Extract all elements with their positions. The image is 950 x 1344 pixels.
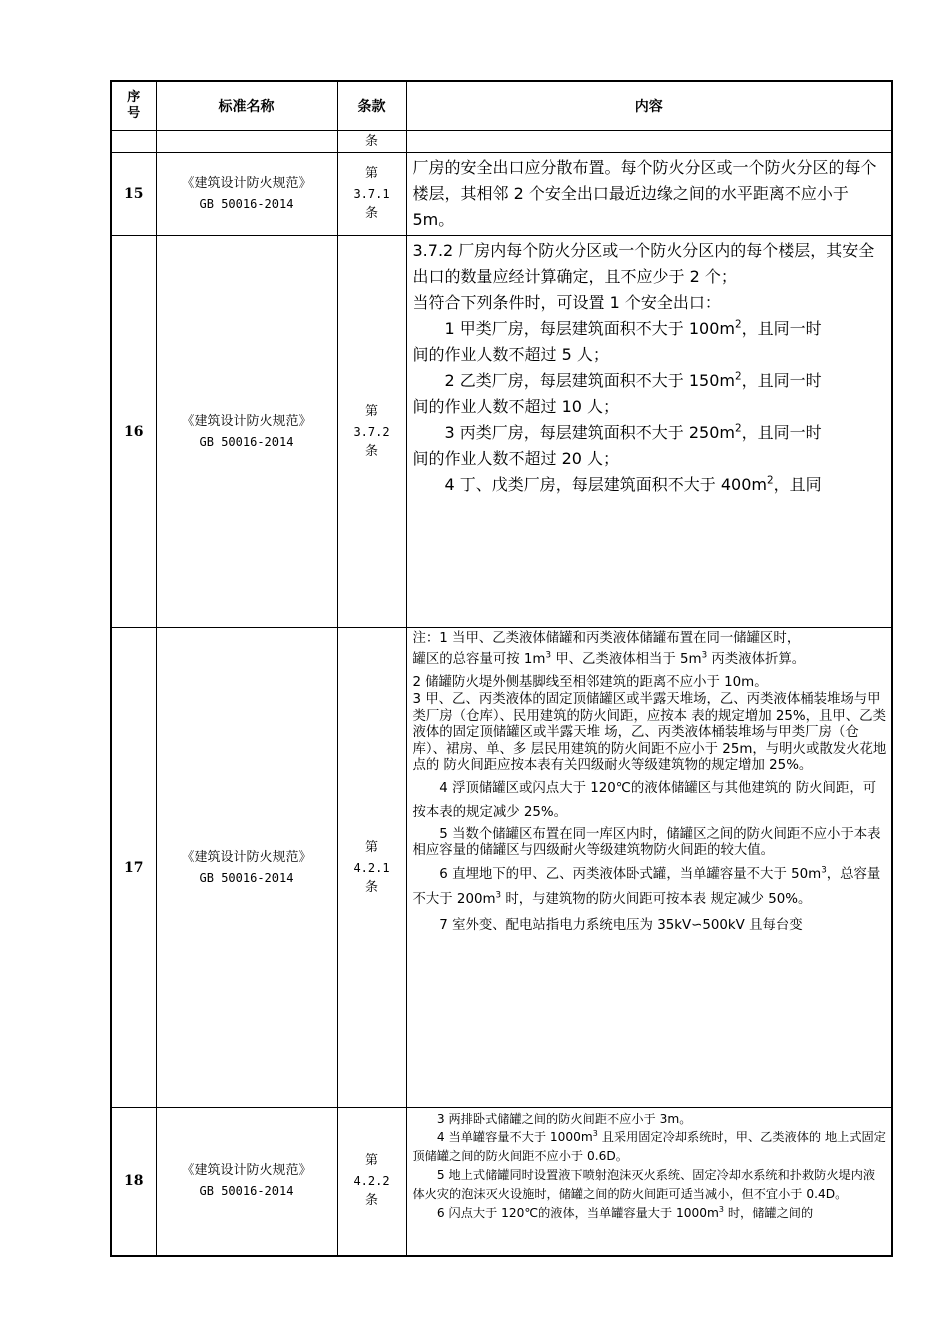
content-paragraph: 间的作业人数不超过 20 人； [412,449,620,468]
content-paragraph: 3 丙类厂房，每层建筑面积不大于 $250m^2$，且同一时 [444,422,822,442]
standard-title: 《建筑设计防火规范》 [181,176,312,191]
content-paragraph: 2 储罐防火堤外侧基脚线至相邻建筑的距离不应小于 10m。 [412,675,768,690]
content-paragraph: 3 两排卧式储罐之间的防火间距不应小于 3m。 [436,1112,692,1126]
standard-code: GB 50016-2014 [199,434,294,449]
clause-ref [337,236,406,628]
standard-name [156,1108,337,1256]
content-paragraph: 4 丁、戊类厂房，每层建筑面积不大于 $400m^2$，且同 [444,474,822,494]
header-no-line2: 号 [127,106,141,121]
content-paragraph: 6 闪点大于 120℃的液体，当单罐容量大于 $1000m^3$ 时，储罐之间的 [436,1204,814,1220]
table-row [111,1108,892,1256]
clause-number: 4.2.1 [353,860,390,875]
standard-code: GB 50016-2014 [199,870,294,885]
clause-number: 3.7.1 [353,187,390,201]
content-paragraph: 3 甲、乙、丙类液体的固定顶储罐区或半露天堆场，乙、丙类液体桶装堆场与甲类厂房（仓库）、民用建筑的防火间距，应按本 表的规定增加 25%，且甲、乙类液体的固定顶储罐区或半露天堆 场，乙、丙类液体桶装堆场与甲类厂房（仓库）、裙房、单、多 层民用建筑的防火间距不应小于 25m，与明火或散发火花地点的 防火间距应按本表有关四级耐火等级建筑物的规定增加 25%。 [412,692,887,773]
content-paragraph: 罐区的总容量可按 $1m^3$ 甲、乙类液体相当于 $5m^3$ 丙类液体折算。 [412,650,806,667]
header-content: 内容 [406,81,892,131]
content-paragraph: 间的作业人数不超过 5 人； [412,345,609,364]
content-paragraph: 厂房的安全出口应分散布置。每个防火分区或一个防火分区的每个楼层，其相邻 2 个安全出口最近边缘之间的水平距离不应小于 5m。 [412,158,877,229]
content-paragraph: 4 浮顶储罐区或闪点大于 120℃的液体储罐区与其他建筑的 防火间距，可按本表的规定减少 25%。 [412,780,877,820]
row-number: 17 [111,628,156,1108]
standard-code: GB 50016-2014 [199,1184,294,1199]
table-row [111,153,892,236]
content-paragraph: 4 当单罐容量不大于 $1000m^3$ 且采用固定冷却系统时，甲、乙类液体的 地上式固定顶储罐之间的防火间距不应小于 0.6D。 [412,1128,886,1163]
table-row [111,236,892,628]
clause-prefix: 第 [364,839,378,855]
clause-ref [337,628,406,1108]
content-paragraph: 间的作业人数不超过 10 人； [412,397,620,416]
content-paragraph: 3.7.2 厂房内每个防火分区或一个防火分区内的每个楼层，其安全出口的数量应经计算确定，且不应少于 2 个； [412,241,875,286]
clause-prefix: 第 [364,403,378,419]
content-paragraph: 2 乙类厂房，每层建筑面积不大于 $150m^2$，且同一时 [444,370,822,390]
cell-clause: 条 [337,131,406,153]
clause-ref [337,1108,406,1256]
standard-name [156,153,337,236]
clause-suffix: 条 [364,443,378,459]
row-number: 18 [111,1108,156,1256]
table-row-continuation [111,131,892,153]
content-paragraph: 1 甲类厂房，每层建筑面积不大于 $100m^2$，且同一时 [444,318,822,338]
header-no [111,81,156,131]
content-paragraph: 5 地上式储罐同时设置液下喷射泡沫灭火系统、固定冷却水系统和扑救防火堤内液体火灾的泡沫灭火设施时，储罐之间的防火间距可适当减小，但不宜小于 0.4D。 [412,1168,876,1201]
clause-suffix: 条 [364,879,378,895]
row-number: 15 [111,153,156,236]
standard-code: GB 50016-2014 [199,197,294,211]
clause-suffix: 条 [364,1193,378,1209]
content-cell [406,236,892,628]
table-row [111,628,892,1108]
clause-suffix: 条 [364,206,378,221]
content-cell [406,153,892,236]
standard-name [156,628,337,1108]
header-no-line1: 序 [127,90,141,105]
cell-no [111,131,156,153]
standard-title: 《建筑设计防火规范》 [181,849,312,865]
header-clause: 条款 [337,81,406,131]
standard-title: 《建筑设计防火规范》 [181,413,312,429]
standard-name [156,236,337,628]
content-cell [406,1108,892,1256]
content-paragraph: 6 直埋地下的甲、乙、丙类液体卧式罐，当单罐容量不大于 $50m^3$，总容量不大于 $200m^3$ 时，与建筑物的防火间距可按本表 规定减少 50%。 [412,865,881,907]
content-paragraph: 5 当数个储罐区布置在同一库区内时，储罐区之间的防火间距不应小于本表相应容量的储罐区与四级耐火等级建筑物防火间距的较大值。 [412,826,881,858]
clause-number: 4.2.2 [353,1174,390,1189]
clause-ref [337,153,406,236]
content-paragraph: 注：1 当甲、乙类液体储罐和丙类液体储罐布置在同一储罐区时， [412,631,801,646]
row-number: 16 [111,236,156,628]
table-header-row [111,81,892,131]
content-paragraph: 当符合下列条件时，可设置 1 个安全出口： [412,293,721,312]
cell-content [406,131,892,153]
content-paragraph: 7 室外变、配电站指电力系统电压为 35kV∽500kV 且每台变 [439,917,803,933]
clause-prefix: 第 [364,166,378,181]
cell-standard [156,131,337,153]
clause-prefix: 第 [364,1153,378,1169]
standards-table [110,80,893,1257]
content-cell [406,628,892,1108]
standard-title: 《建筑设计防火规范》 [181,1163,312,1179]
clause-number: 3.7.2 [353,424,390,439]
header-standard-name: 标准名称 [156,81,337,131]
